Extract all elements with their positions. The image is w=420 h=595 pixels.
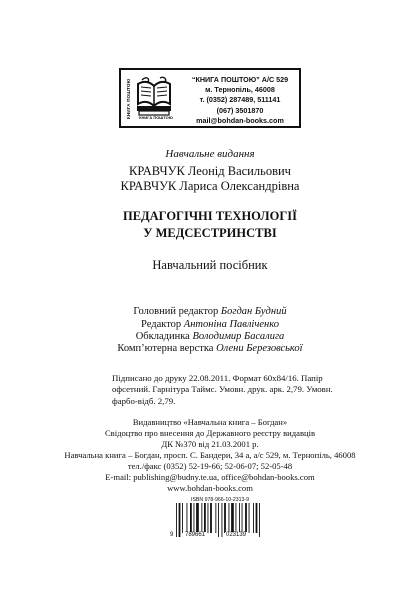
series-label: Навчальне видання bbox=[165, 148, 255, 160]
barcode-digit: 9 bbox=[170, 532, 174, 538]
stamp-contact bbox=[179, 75, 301, 126]
publisher-email: E-mail: publishing@budny.te.ua, office@bohdan-books.com bbox=[105, 472, 315, 482]
stamp-line: mail@bohdan-books.com bbox=[196, 115, 284, 125]
credit-role: Обкладинка bbox=[135, 331, 190, 342]
author-2: КРАВЧУК Лариса Олександрівна bbox=[120, 179, 300, 193]
publisher-license: ДК №370 від 21.03.2001 р. bbox=[161, 439, 259, 449]
credit-name: Богдан Будний bbox=[220, 306, 287, 317]
publisher-registry: Свідоцтво про внесення до Державного реєстру видавців bbox=[104, 428, 316, 438]
credit-line bbox=[0, 319, 420, 330]
credit-name: Володимир Басалига bbox=[192, 331, 285, 342]
publisher-stamp bbox=[119, 68, 301, 128]
credit-name: Олени Березовської bbox=[216, 343, 303, 354]
stamp-line: “КНИГА ПОШТОЮ” А/С 529 bbox=[191, 75, 289, 84]
book-title bbox=[0, 208, 420, 242]
credit-name: Антоніна Павліченко bbox=[183, 319, 279, 330]
print-specs: Підписано до друку 22.08.2011. Формат 60х84/16. Папір офсетний. Гарнітура Таймс. Умовн. друк. арк. 2,79. Умовн. фарбо-відб. 2,79. bbox=[112, 373, 333, 406]
publisher-address: Навчальна книга – Богдан, просп. С. Бандери, 34 а, а/с 529, м. Тернопіль, 46008 bbox=[64, 450, 356, 460]
credit-line bbox=[0, 343, 420, 354]
barcode-digit: 023139 bbox=[226, 532, 247, 538]
stamp-line: м. Тернопіль, 46008 bbox=[205, 85, 275, 95]
stamp-bottom-text: КНИГА ПОШТОЮ bbox=[139, 115, 173, 120]
stamp-line: (067) 3501870 bbox=[216, 105, 264, 115]
barcode bbox=[170, 503, 266, 541]
publisher-website: www.bohdan-books.com bbox=[167, 483, 253, 493]
credit-line bbox=[0, 331, 420, 342]
stamp-line: т. (0352) 287489, 511141 bbox=[199, 95, 281, 105]
title-line: ПЕДАГОГІЧНІ ТЕХНОЛОГІЇ bbox=[123, 209, 297, 223]
stamp-side-text: КНИГА ПОШТОЮ bbox=[126, 78, 131, 120]
title-line: У МЕДСЕСТРИНСТВІ bbox=[143, 226, 277, 240]
isbn-label: ISBN 978-966-10-2313-9 bbox=[191, 497, 249, 503]
credit-role: Комп’ютерна верстка bbox=[117, 343, 214, 354]
credit-line bbox=[0, 306, 420, 317]
publisher-phone: тел./факс (0352) 52-19-66; 52-06-07; 52-05-48 bbox=[127, 461, 293, 471]
publisher-name: Видавництво «Навчальна книга – Богдан» bbox=[132, 417, 288, 427]
credit-role: Редактор bbox=[141, 319, 182, 330]
author-1: КРАВЧУК Леонід Васильович bbox=[129, 164, 291, 178]
book-subtitle: Навчальний посібник bbox=[152, 258, 268, 272]
credit-role: Головний редактор bbox=[133, 306, 219, 317]
barcode-digit: 789661 bbox=[185, 532, 206, 538]
